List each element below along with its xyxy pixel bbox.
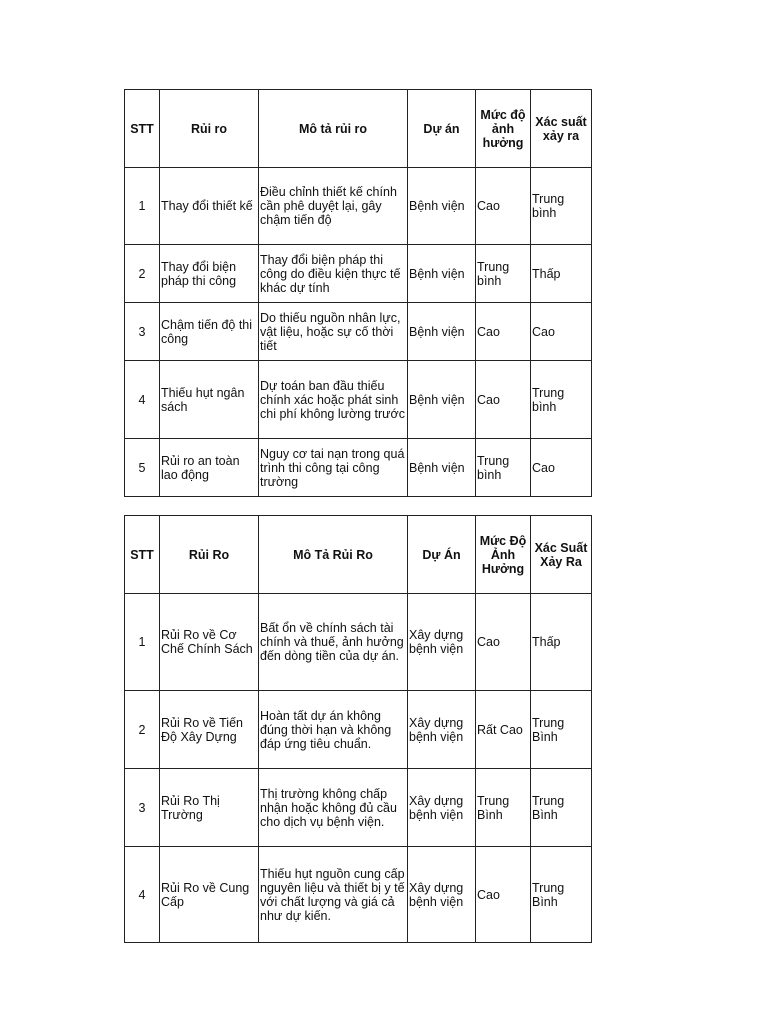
cell-risk: Thay đổi thiết kế — [160, 168, 259, 245]
header-description: Mô Tả Rủi Ro — [259, 516, 408, 594]
cell-probability: Trung Bình — [531, 769, 592, 847]
header-risk: Rủi ro — [160, 90, 259, 168]
cell-stt: 3 — [125, 303, 160, 361]
cell-description: Do thiếu nguồn nhân lực, vật liệu, hoặc sự cố thời tiết — [259, 303, 408, 361]
table-header-row — [125, 90, 592, 168]
header-project: Dự Án — [408, 516, 476, 594]
cell-stt: 5 — [125, 439, 160, 497]
table-row — [125, 361, 592, 439]
cell-impact: Cao — [476, 303, 531, 361]
table-row — [125, 769, 592, 847]
cell-impact: Trung bình — [476, 439, 531, 497]
risk-table-2 — [124, 515, 592, 943]
cell-project: Bệnh viện — [408, 245, 476, 303]
cell-impact: Trung bình — [476, 245, 531, 303]
cell-project: Bệnh viện — [408, 439, 476, 497]
table-row — [125, 847, 592, 943]
cell-stt: 2 — [125, 245, 160, 303]
header-impact: Mức độ ảnh hưởng — [476, 90, 531, 168]
cell-project: Bệnh viện — [408, 361, 476, 439]
cell-stt: 2 — [125, 691, 160, 769]
table-row — [125, 691, 592, 769]
cell-impact: Cao — [476, 361, 531, 439]
cell-description: Thay đổi biện pháp thi công do điều kiện thực tế khác dự tính — [259, 245, 408, 303]
header-description: Mô tả rủi ro — [259, 90, 408, 168]
cell-project: Bệnh viện — [408, 303, 476, 361]
header-probability: Xác Suất Xảy Ra — [531, 516, 592, 594]
header-probability: Xác suất xảy ra — [531, 90, 592, 168]
table-row — [125, 594, 592, 691]
header-stt: STT — [125, 90, 160, 168]
cell-risk: Thiếu hụt ngân sách — [160, 361, 259, 439]
cell-impact: Cao — [476, 168, 531, 245]
cell-project: Xây dựng bệnh viện — [408, 691, 476, 769]
cell-impact: Rất Cao — [476, 691, 531, 769]
cell-risk: Rủi ro an toàn lao động — [160, 439, 259, 497]
cell-project: Xây dựng bệnh viện — [408, 594, 476, 691]
cell-impact: Cao — [476, 594, 531, 691]
cell-description: Hoàn tất dự án không đúng thời hạn và không đáp ứng tiêu chuẩn. — [259, 691, 408, 769]
cell-description: Nguy cơ tai nạn trong quá trình thi công tại công trường — [259, 439, 408, 497]
cell-risk: Rủi Ro về Cung Cấp — [160, 847, 259, 943]
cell-probability: Thấp — [531, 245, 592, 303]
cell-probability: Trung bình — [531, 361, 592, 439]
cell-probability: Cao — [531, 439, 592, 497]
cell-description: Bất ổn về chính sách tài chính và thuế, ảnh hưởng đến dòng tiền của dự án. — [259, 594, 408, 691]
cell-stt: 1 — [125, 594, 160, 691]
cell-risk: Rủi Ro Thị Trường — [160, 769, 259, 847]
cell-description: Dự toán ban đầu thiếu chính xác hoặc phát sinh chi phí không lường trước — [259, 361, 408, 439]
risk-table-1 — [124, 89, 592, 497]
cell-stt: 4 — [125, 361, 160, 439]
cell-risk: Chậm tiến độ thi công — [160, 303, 259, 361]
cell-impact: Cao — [476, 847, 531, 943]
cell-risk: Rủi Ro về Tiến Độ Xây Dựng — [160, 691, 259, 769]
cell-project: Xây dựng bệnh viện — [408, 847, 476, 943]
cell-probability: Trung Bình — [531, 691, 592, 769]
cell-description: Điều chỉnh thiết kế chính cần phê duyệt lại, gây chậm tiến độ — [259, 168, 408, 245]
cell-stt: 1 — [125, 168, 160, 245]
cell-probability: Trung bình — [531, 168, 592, 245]
header-project: Dự án — [408, 90, 476, 168]
cell-description: Thiếu hụt nguồn cung cấp nguyên liệu và thiết bị y tế với chất lượng và giá cả như dự kiến. — [259, 847, 408, 943]
cell-project: Xây dựng bệnh viện — [408, 769, 476, 847]
table-row — [125, 303, 592, 361]
cell-stt: 3 — [125, 769, 160, 847]
header-stt: STT — [125, 516, 160, 594]
header-impact: Mức Độ Ảnh Hưởng — [476, 516, 531, 594]
cell-probability: Thấp — [531, 594, 592, 691]
cell-description: Thị trường không chấp nhận hoặc không đủ cầu cho dịch vụ bệnh viện. — [259, 769, 408, 847]
table-header-row — [125, 516, 592, 594]
cell-risk: Thay đổi biện pháp thi công — [160, 245, 259, 303]
table-row — [125, 439, 592, 497]
cell-stt: 4 — [125, 847, 160, 943]
cell-impact: Trung Bình — [476, 769, 531, 847]
cell-probability: Trung Bình — [531, 847, 592, 943]
cell-probability: Cao — [531, 303, 592, 361]
cell-project: Bệnh viện — [408, 168, 476, 245]
cell-risk: Rủi Ro về Cơ Chế Chính Sách — [160, 594, 259, 691]
table-row — [125, 245, 592, 303]
table-row — [125, 168, 592, 245]
header-risk: Rủi Ro — [160, 516, 259, 594]
